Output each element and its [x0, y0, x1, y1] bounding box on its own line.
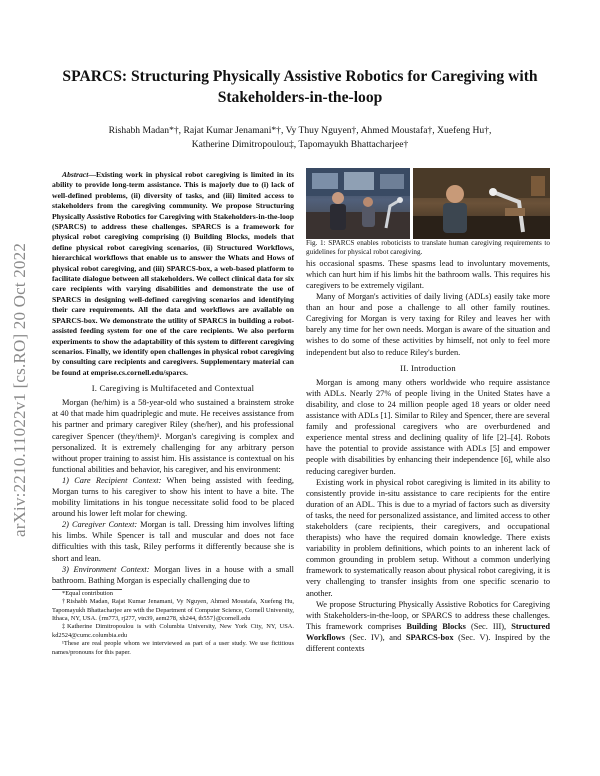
feeding-robot-photo-image — [413, 168, 550, 239]
care-recipient-context-label: 1) Care Recipient Context: — [62, 475, 162, 485]
section-heading-1: I. Caregiving is Multifaceted and Contextual — [91, 383, 255, 394]
paragraph-environment-context — [52, 564, 294, 586]
section-heading-2: II. Introduction — [400, 362, 456, 373]
paragraph-proposal — [306, 599, 550, 654]
left-column — [52, 170, 294, 657]
figure-photo-robot-lab — [306, 168, 410, 239]
figure-1 — [306, 168, 550, 239]
structured-workflows-term: Structured Workflows — [306, 621, 550, 642]
proposal-text-g: (Sec. V). Inspired by the different contexts — [306, 632, 550, 653]
footnote-equal-contribution: *Equal contribution — [62, 589, 113, 597]
proposal-text-a: We propose Structuring Physically Assistive Robotics for Caregiving with Stakeholders-in-the-loop, or SPARCS to address these challenges. This framework comprises — [306, 599, 550, 631]
proposal-text-c: (Sec. III), — [465, 621, 512, 631]
abstract-label: Abstract — [62, 170, 89, 179]
paragraph-spasms: his occasional spasms. These spasms lead to involuntary movements, which can hurt him if his limbs hit the bathroom walls. This requires his caregivers to be extremely vigilant. — [306, 258, 550, 290]
paragraph-adls: Many of Morgan's activities of daily living (ADLs) easily take more than an hour and pose a challenge to all other family routines. Caregiving for Morgan is very taxing for Riley and leaves her with barely any time for her own needs. Morgan is aware of the situation and wishes to do some of these activities by himself, not only to feel more independent but also to reduce Riley's burden. — [306, 292, 550, 357]
abstract — [52, 170, 294, 378]
paragraph-care-recipient-context — [52, 475, 294, 519]
paper-title: SPARCS: Structuring Physically Assistive Robotics for Caregiving with Stakeholders-in-the-loop — [62, 68, 538, 106]
building-blocks-term: Building Blocks — [406, 621, 466, 631]
sparcs-box-term: SPARCS-box — [405, 632, 454, 642]
proposal-text-e: (Sec. IV), and — [344, 632, 406, 642]
footnote-real-people: ¹These are real people whom we interviewed as part of a user study. We use fictitious names/pronouns for this paper. — [52, 640, 294, 656]
paragraph-introduction: Morgan is among many others worldwide who require assistance with ADLs. Nearly 27% of people living in the United States have a disability, and close to 24 million people aged 18 years or older need assistance with ADLs [1]. Similar to Riley and Spencer, there are several family and professional caregivers who are overburdened and experience mental stress and declining quality of life [2]–[4]. Robots have the potential to provide assistance with ADLs [5] and empower people with disabilities by enhancing their independence [6], while also reducing caregiver burden. — [306, 377, 550, 476]
environment-context-text: Morgan lives in a house with a small bathroom. Bathing Morgan is especially challenging due to — [52, 564, 294, 585]
right-column — [306, 168, 550, 654]
robot-lab-photo-image — [306, 168, 410, 239]
footnote-cornell-affiliation: †Rishabh Madan, Rajat Kumar Jenamani, Vy Nguyen, Ahmed Moustafa, Xuefeng Hu, Tapomayukh Bhattacharjee are with the Department of Computer Science, Cornell University, Ithaca, NY, USA. {rm773, rj277, vtn39, aem278, xh244, tb557}@cornell.edu — [52, 598, 294, 623]
paragraph-intro-morgan: Morgan (he/him) is a 58-year-old who sustained a brainstem stroke at 40 that made him quadriplegic and mute. He receives assistance from his partner and primary caregiver Riley (she/her), and his professional caregiver Spencer (they/them)¹. Morgan's caregiving is complex and personalized. It is extremely challenging for any arbitrary person without proper training to assist him. His assistance is contextual on his functional abilities and behavior, his caregiver, and his environment: — [52, 398, 294, 474]
arxiv-stamp-text: arXiv:2210.11022v1 [cs.RO] 20 Oct 2022 — [10, 242, 30, 538]
abstract-text: —Existing work in physical robot caregiving is limited in its ability to provide long-term assistance. This is majorly due to (i) lack of well-defined problems, (ii) diversity of tasks, and (iii) limited access to stakeholders from the caregiving community. We propose Structuring Physically Assistive Robotics for Caregiving with Stakeholders-in-the-loop (SPARCS) to address these challenges. SPARCS is a framework for physical robot caregiving comprising (i) Building Blocks, models that define physical robot caregiving scenarios, (ii) Structured Workflows, hierarchical workflows that enable us to answer the Whats and Hows of physical robot caregiving, and (iii) SPARCS-box, a web-based platform to facilitate dialogue between all stakeholders. We collect clinical data for six care recipients with varying disabilities and demonstrate the use of SPARCS in designing well-defined caregiving scenarios and identifying their care requirements. All the data and workflows are available on SPARCS-box. We demonstrate the utility of SPARCS in building a robot-assisted feeding system for one of the care recipients. We also perform experiments to show the adaptability of this system to different caregiving scenarios. Finally, we identify open challenges in physical robot caregiving by consulting care recipients and caregivers. Supplementary material can be found at emprise.cs.cornell.edu/sparcs. — [52, 170, 294, 377]
figure-caption: Fig. 1: SPARCS enables roboticists to translate human caregiving requirements to guidelines for physical robot caregiving. — [306, 239, 550, 257]
arxiv-stamp — [8, 200, 32, 580]
caregiver-context-label: 2) Caregiver Context: — [62, 520, 138, 530]
author-list — [50, 124, 550, 152]
caregiver-context-text: Morgan is tall. Dressing him involves lifting his limbs. While Spencer is tall and muscular and does not face difficulties with this task, Riley performs it differently because she is short and lean. — [52, 520, 294, 563]
environment-context-label: 3) Environment Context: — [62, 564, 150, 574]
authors-line-2: Katherine Dimitropoulou‡, Tapomayukh Bhattacharjee† — [191, 139, 409, 150]
paragraph-caregiver-context — [52, 519, 294, 563]
authors-line-1: Rishabh Madan*†, Rajat Kumar Jenamani*†, Vy Thuy Nguyen†, Ahmed Moustafa†, Xuefeng Hu†, — [108, 125, 492, 136]
footnote-columbia-affiliation: ‡Katherine Dimitropoulou is with Columbia University, New York City, NY, USA. kd2524@cumc.columbia.edu — [52, 623, 294, 639]
care-recipient-context-text: When being assisted with feeding, Morgan turns to his caregiver to show his intent to have a bite. The mobility limitations in his tongue necessitate solid food to be placed around his lower left molar for chewing. — [52, 475, 294, 519]
figure-photo-feeding-robot — [413, 168, 550, 239]
paragraph-existing-work: Existing work in physical robot caregiving is limited in its ability to consistently provide in-situ assistance to care recipients for the entire duration of an ADL. This is due to a myriad of factors such as diversity of tasks, the need for personalized assistance, and limited access to other stakeholders (care recipients, their caregivers, and occupational therapists) who have the required domain knowledge. There exists variability in problem definitions, which points to an inherent lack of common grounding in problem setup. Without a common underlying framework to systematically reason about physical robot caregiving, it is very challenging to transfer insights from one specific scenario to another. — [306, 477, 550, 598]
